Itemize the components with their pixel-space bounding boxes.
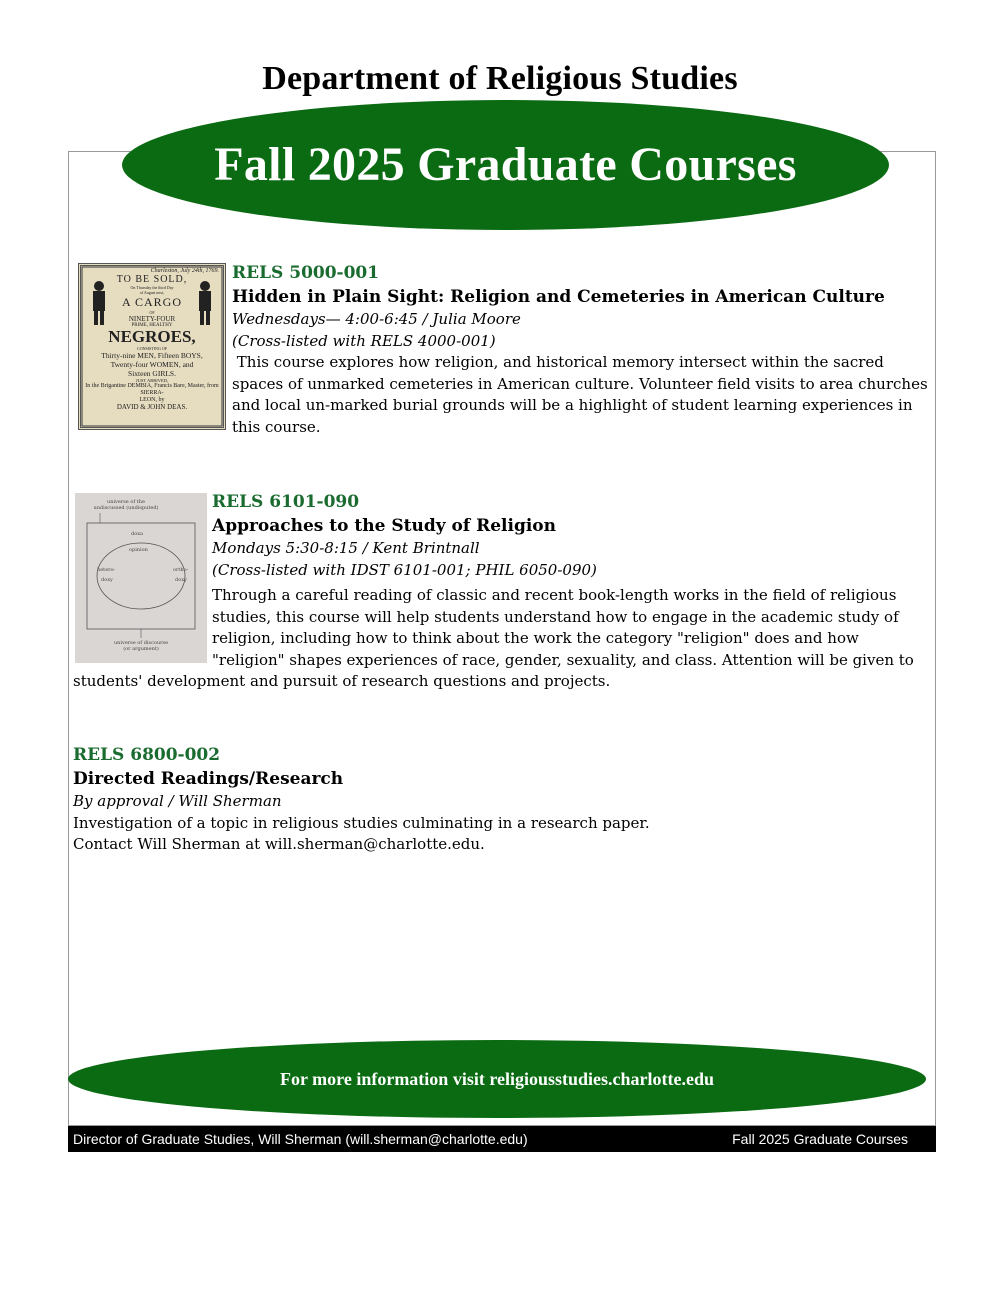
course-code: RELS 5000-001	[232, 263, 380, 283]
broadside-line: Thirty-nine MEN, Fifteen BOYS,	[101, 351, 203, 360]
broadside-line: Twenty-four WOMEN, and	[110, 360, 194, 369]
broadside-line: CONSISTING OF	[137, 346, 167, 351]
course-rels-5000	[232, 261, 932, 438]
course-rels-6101	[212, 490, 932, 581]
department-title: Department of Religious Studies	[262, 60, 738, 97]
broadside-line: In the Brigantine DEMBIA, Francis Bare, Master, from SIERRA-	[85, 383, 219, 396]
diagram-label-ortho: ortho-	[173, 567, 189, 573]
banner-title: Fall 2025 Graduate Courses	[214, 137, 797, 191]
footer-term: Fall 2025 Graduate Courses	[732, 1131, 908, 1147]
course-schedule: By approval / Will Sherman	[73, 792, 282, 810]
diagram-label-top: universe of the undiscussed (undisputed)	[93, 499, 159, 511]
course-description: Through a careful reading of classic and recent book-length works in the field of religious studies, this course will help students understand how to engage in the academic study of religion, including how to think about the work the category "religion" does and how "religion" shapes experiences of race, gender, sexuality, and class. Attention will be given to students' development and pursuit of research questions and projects.	[73, 586, 914, 690]
course-contact: Contact Will Sherman at will.sherman@charlotte.edu.	[73, 835, 485, 853]
diagram-label-orthodoxy: doxy	[175, 577, 187, 583]
slave-sale-broadside-image	[78, 263, 226, 430]
course-crosslist: (Cross-listed with RELS 4000-001)	[232, 331, 496, 350]
course-schedule: Wednesdays— 4:00-6:45 / Julia Moore	[232, 310, 521, 328]
broadside-line: PRIME, HEALTHY	[131, 323, 173, 328]
diagram-label-doxa: doxa	[131, 531, 144, 537]
broadside-date: Charleston, July 24th, 1769.	[150, 268, 219, 274]
broadside-line: DAVID & JOHN DEAS.	[116, 403, 188, 411]
course-description: Investigation of a topic in religious studies culminating in a research paper.	[73, 813, 650, 832]
broadside-line: JUST ARRIVED,	[135, 378, 169, 383]
broadside-line: LEON, by	[139, 397, 165, 403]
broadside-line: OF	[149, 310, 155, 315]
course-code: RELS 6800-002	[73, 745, 221, 765]
broadside-line: of August next,	[139, 290, 165, 295]
course-title: Directed Readings/Research	[73, 769, 344, 789]
diagram-label-bottom: universe of discourse (or argument)	[113, 640, 169, 652]
broadside-line: Sixteen GIRLS.	[128, 369, 176, 378]
course-description: This course explores how religion, and historical memory intersect within the sacred spaces of unmarked cemeteries in American culture. Volunteer field visits to area churches and local un-marked burial grounds will be a highlight of student learning experiences in this course.	[232, 353, 933, 436]
info-banner-text: For more information visit religiousstudies.charlotte.edu	[280, 1068, 714, 1089]
course-title: Approaches to the Study of Religion	[212, 516, 556, 536]
broadside-line: A CARGO	[121, 295, 182, 309]
course-schedule: Mondays 5:30-8:15 / Kent Brintnall	[212, 539, 480, 557]
info-banner	[68, 1040, 926, 1118]
footer-director: Director of Graduate Studies, Will Sherman (will.sherman@charlotte.edu)	[73, 1131, 528, 1147]
footer-bar	[68, 1126, 936, 1152]
diagram-label-opinion: opinion	[129, 547, 148, 553]
banner	[122, 100, 889, 230]
course-rels-6800	[73, 743, 932, 856]
diagram-label-hetero: hetero-	[97, 567, 116, 573]
broadside-line: NEGROES,	[108, 327, 196, 346]
broadside-line: NINETY-FOUR	[128, 315, 176, 323]
course-title: Hidden in Plain Sight: Religion and Cemeteries in American Culture	[232, 287, 885, 307]
diagram-label-heterodoxy: doxy	[101, 577, 113, 583]
course-description-wrap	[73, 585, 932, 693]
course-crosslist: (Cross-listed with IDST 6101-001; PHIL 6050-090)	[212, 560, 597, 579]
course-code: RELS 6101-090	[212, 492, 360, 512]
broadside-line: On Thursday the third Day	[130, 285, 174, 290]
broadside-line: TO BE SOLD,	[116, 274, 188, 285]
